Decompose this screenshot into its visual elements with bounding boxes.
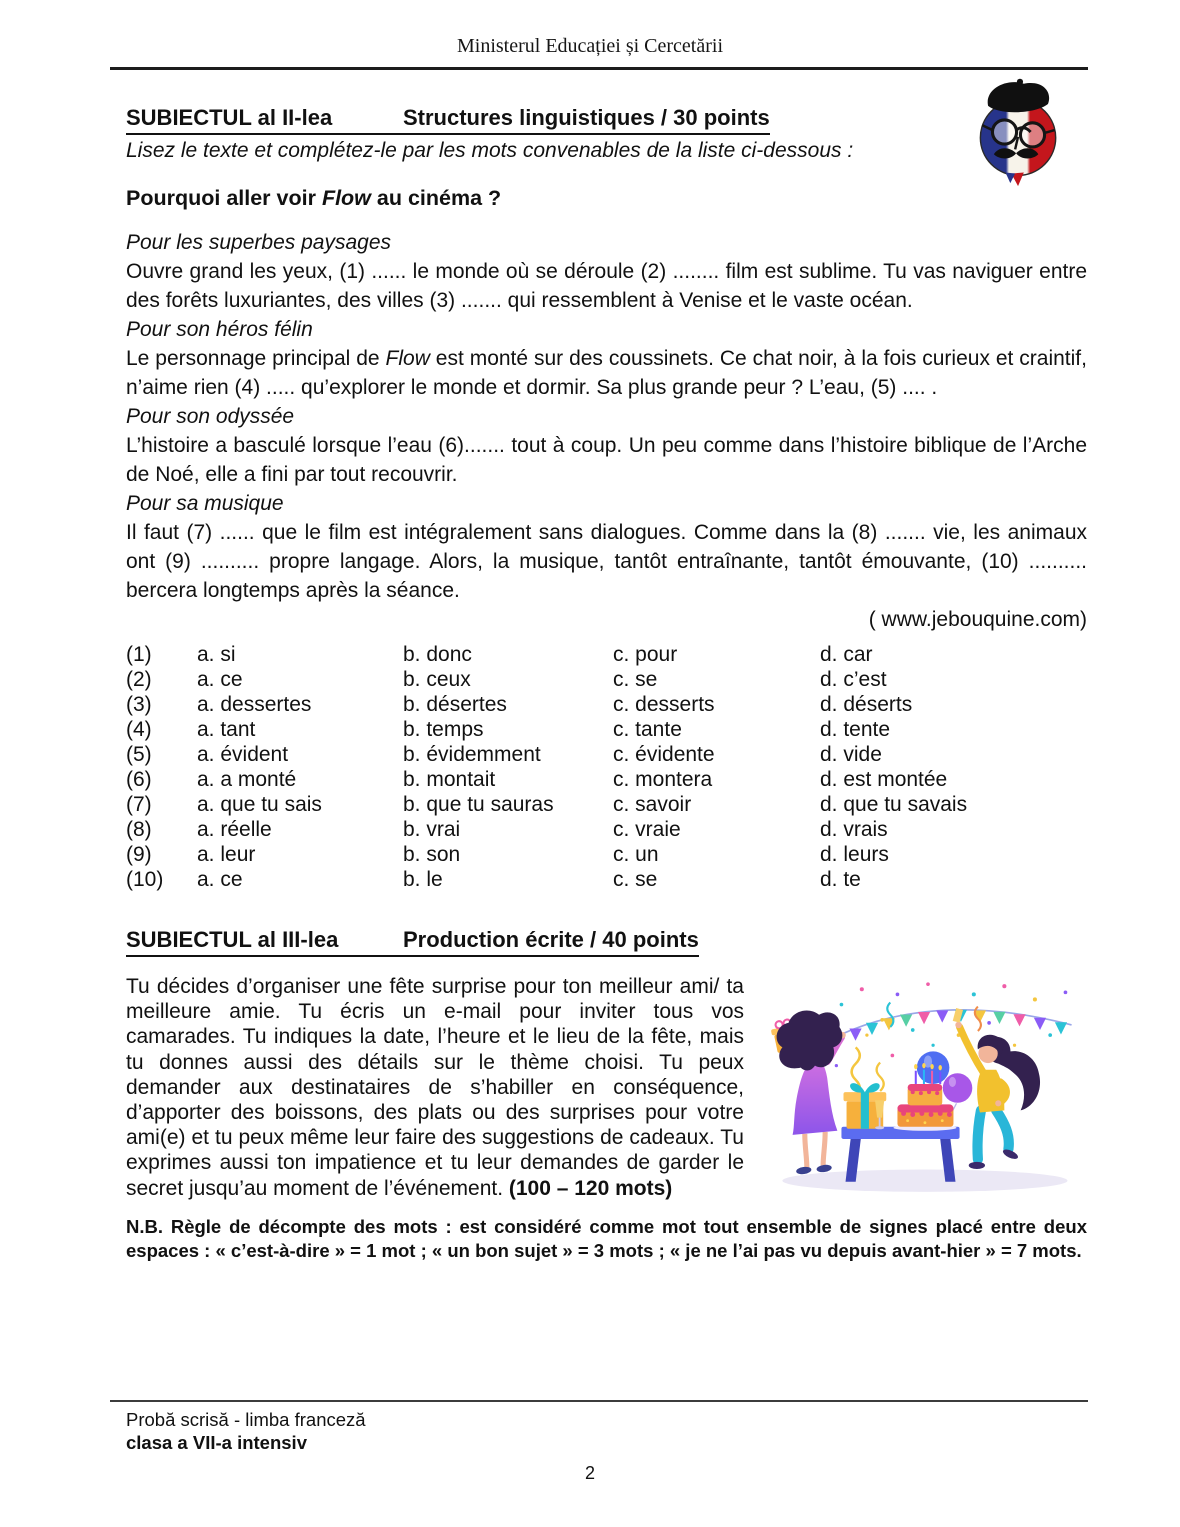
mcq-option-a: a. a monté [197,768,297,791]
mcq-row [126,717,1087,742]
reading-subheading: Pour sa musique [126,492,284,515]
reading-subheading: Pour son odyssée [126,405,295,428]
beret-icon [988,82,1049,112]
mcq-option-d: d. vrais [820,818,888,841]
mcq-option-a: a. dessertes [197,693,312,716]
subject2-heading [126,104,1087,135]
mcq-row [126,842,1087,867]
mcq-num: (1) [126,643,152,666]
left-person [769,1010,845,1175]
mcq-option-b: b. donc [403,643,472,666]
subject3-task [126,974,1087,1201]
mcq-option-a: a. que tu sais [197,793,322,816]
reading-subheading: Pour les superbes paysages [126,231,391,254]
reading-subheading: Pour son héros félin [126,318,313,341]
mcq-option-d: d. que tu savais [820,793,968,816]
mcq-option-b: b. son [403,843,461,866]
reading-paragraph [126,344,1087,402]
subject3-heading [126,926,1087,957]
text-run-italic: Flow [385,347,430,370]
mcq-row [126,767,1087,792]
mcq-option-c: c. vraie [613,818,681,841]
reading-paragraph [126,431,1087,489]
mcq-row [126,642,1087,667]
mcq-option-c: c. savoir [613,793,692,816]
mcq-row [126,692,1087,717]
mcq-option-c: c. évidente [613,743,715,766]
mcq-option-c: c. se [613,668,658,691]
subject2-heading-right: Structures linguistiques / 30 points [403,105,770,130]
header-ministry: Ministerul Educației și Cercetării [456,35,724,57]
french-logo-icon [961,76,1077,188]
mcq-option-b: b. montait [403,768,496,791]
mcq-num: (4) [126,718,152,741]
mcq-option-b: b. désertes [403,693,507,716]
mcq-option-c: c. tante [613,718,682,741]
mcq-option-a: a. leur [197,843,256,866]
page-number: 2 [584,1463,595,1483]
mcq-num: (7) [126,793,152,816]
mcq-option-c: c. desserts [613,693,715,716]
mcq-option-b: b. ceux [403,668,471,691]
subject3-heading-left: SUBIECTUL al III-lea [126,927,339,952]
mcq-row [126,817,1087,842]
text-run-italic: Flow [321,186,371,210]
mcq-num: (3) [126,693,152,716]
mcq-option-a: a. réelle [197,818,272,841]
mcq-option-b: b. vrai [403,818,461,841]
mcq-option-c: c. montera [613,768,713,791]
mcq-row [126,667,1087,692]
mcq-option-d: d. déserts [820,693,913,716]
text-run: au cinéma ? [370,186,502,210]
reading-paragraph [126,518,1087,605]
text-run: Il faut (7) ...... que le film est intégralement sans dialogues. Comme dans la (8) ....... vie, les animaux ont (9) .......... propre langage. Alors, la musique, tantôt entraînante, tantôt émouvante, (10) .......... bercera longtemps après la séance. [126,521,1087,602]
reading-text [126,228,1087,634]
mcq-row [126,867,1087,892]
mcq-option-c: c. un [613,843,659,866]
mcq-option-a: a. ce [197,868,243,891]
mcq-row [126,742,1087,767]
mcq-option-a: a. évident [197,743,289,766]
subject3-heading-right: Production écrite / 40 points [403,927,699,952]
footer-exam-line: Probă scrisă - limba franceză [126,1409,366,1430]
mcq-option-a: a. si [197,643,236,666]
text-run: est monté sur des coussinets. Ce chat noir, à la fois curieux et craintif, n’aime rien (4) ..... qu’explorer le monde et dormir. Sa plus grande peur ? L’eau, (5) .... . [126,347,1087,399]
subject2-heading-left: SUBIECTUL al II-lea [126,105,333,130]
mcq-num: (9) [126,843,152,866]
text-run: Pourquoi aller voir [126,186,322,210]
mcq-option-a: a. tant [197,718,256,741]
mcq-option-c: c. se [613,868,658,891]
subject2-instruction: Lisez le texte et complétez-le par les mots convenables de la liste ci-dessous : [126,139,854,162]
mcq-option-d: d. c’est [820,668,887,691]
footer-rule [110,1400,1088,1402]
reading-source: ( www.jebouquine.com) [868,608,1087,631]
mcq-option-b: b. le [403,868,443,891]
footer-class-line: clasa a VII-a intensiv [126,1432,307,1453]
reading-title [126,185,1087,211]
mcq-table [126,642,1087,892]
party-illustration [769,974,1087,1198]
text-run: Ouvre grand les yeux, (1) ...... le monde où se déroule (2) ........ film est sublime. Tu vas naviguer entre des forêts luxuriantes, des villes (3) ....... qui ressemblent à Venise et le vaste océan. [126,260,1087,312]
mcq-option-d: d. tente [820,718,891,741]
mcq-num: (2) [126,668,152,691]
mcq-option-d: d. car [820,643,873,666]
mcq-num: (6) [126,768,152,791]
mcq-option-d: d. leurs [820,843,889,866]
text-run: Le personnage principal de [126,347,386,370]
nb-note: N.B. Règle de décompte des mots : est considéré comme mot tout ensemble de signes placé entre deux espaces : « c’est-à-dire » = 1 mot ; « un bon sujet » = 3 mots ; « je ne l’ai pas vu depuis avant-hier » = 7 mots. [126,1215,1087,1261]
page-footer [0,1400,1180,1484]
text-run: Tu décides d’organiser une fête surprise pour ton meilleur ami/ ta meilleure amie. Tu écris un e-mail pour inviter tous vos camarades. Tu indiques la date, l’heure et le lieu de la fête, mais tu donnes aussi des détails sur le thème choisi. Tu peux demander aux destinataires de s’habiller en conséquence, d’apporter des boissons, des plats ou des surprises pour votre ami(e) et tu peux même leur faire des suggestions de cadeaux. Tu exprimes aussi ton impatience et tu leur demandes de garder le secret jusqu’au moment de l’événement. [126,975,744,1200]
text-run: L’histoire a basculé lorsque l’eau (6)....... tout à coup. Un peu comme dans l’histoire biblique de l’Arche de Noé, elle a fini par tout recouvrir. [126,434,1087,486]
mcq-num: (8) [126,818,152,841]
mcq-option-d: d. vide [820,743,882,766]
mcq-option-b: b. que tu sauras [403,793,554,816]
mcq-num: (10) [126,868,164,891]
header-rule [110,67,1088,70]
word-count-requirement: (100 – 120 mots) [508,1176,673,1200]
mcq-option-d: d. te [820,868,861,891]
mcq-num: (5) [126,743,152,766]
mcq-row [126,792,1087,817]
reading-paragraph [126,257,1087,315]
glasses-icon [992,120,1016,144]
mcq-option-d: d. est montée [820,768,948,791]
mcq-option-b: b. temps [403,718,484,741]
mcq-option-a: a. ce [197,668,243,691]
mcq-option-c: c. pour [613,643,678,666]
mcq-option-b: b. évidemment [403,743,541,766]
